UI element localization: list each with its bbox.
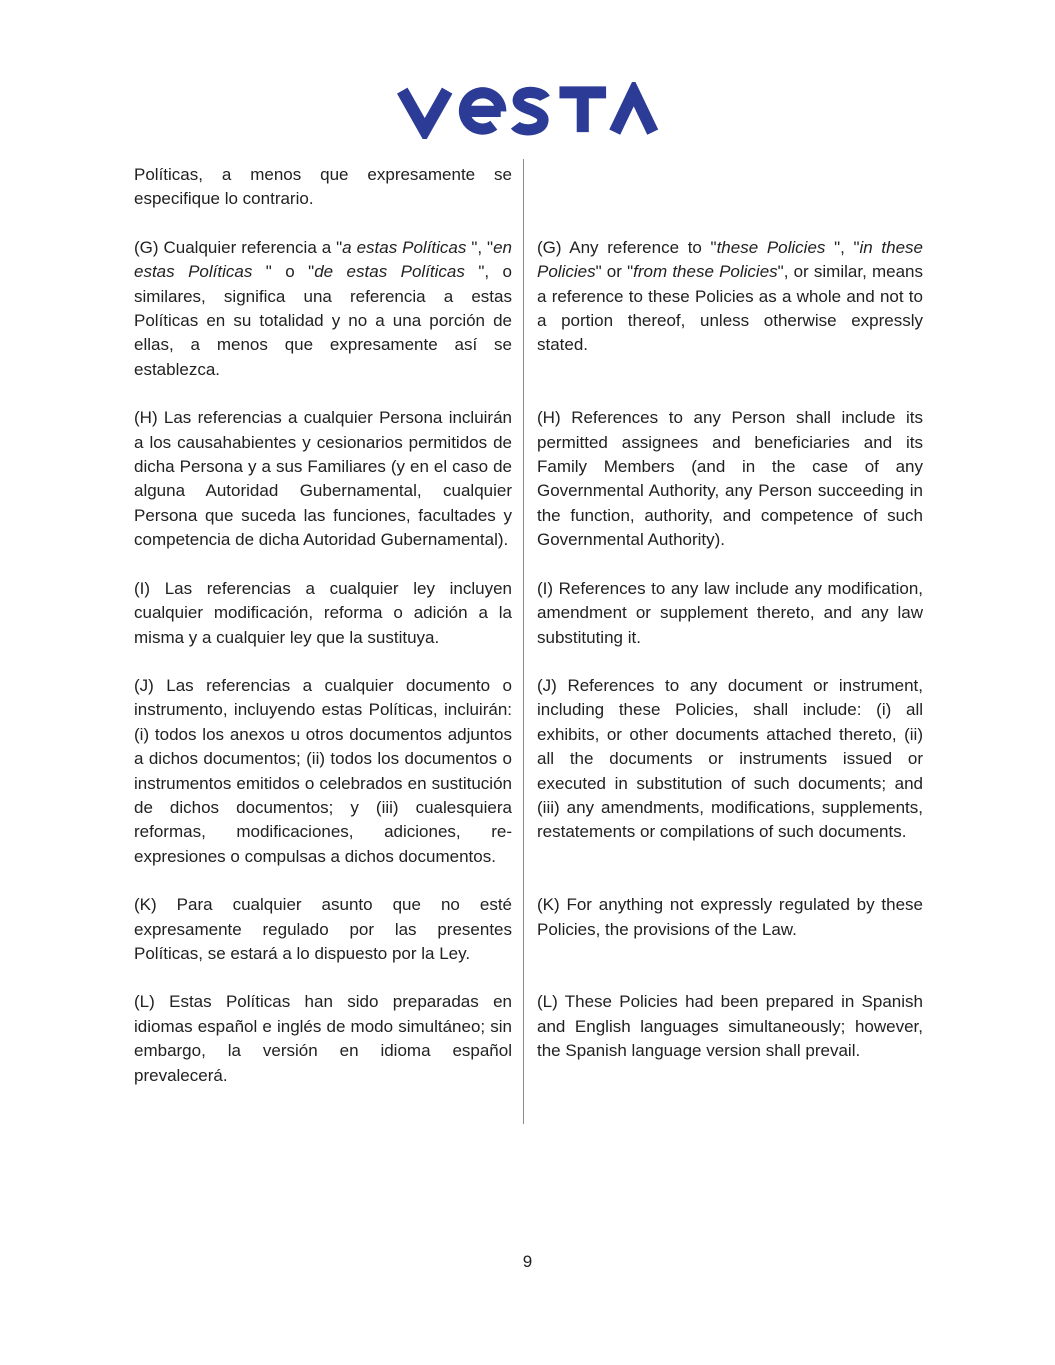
bilingual-row xyxy=(134,893,923,966)
paragraph-es: (L) Estas Políticas han sido preparadas en idiomas español e inglés de modo simultáneo; sin embargo, la versión en idioma español prevalecerá. xyxy=(134,992,512,1085)
paragraph-en: (J) References to any document or instrument, including these Policies, shall include: (i) all exhibits, or other documents attached thereto, (ii) all the documents or instruments issued or executed in substitution of such documents; and (iii) any amendments, modifications, supplements, restatements or compilations of such documents. xyxy=(537,675,923,842)
paragraph-es: (G) Cualquier referencia a "a estas Políticas ", "en estas Políticas " o "de estas Políticas ", o similares, significa una referencia a estas Políticas en su totalidad y no a una porción de ellas, a menos que expresamente así se establezca. xyxy=(134,237,513,379)
bilingual-row xyxy=(134,577,923,650)
paragraph-en: (H) References to any Person shall include its permitted assignees and beneficiaries and its Family Members (and in the case of any Governmental Authority, any Person succeeding in the function, authority, and competence of such Governmental Authority). xyxy=(537,408,923,550)
bilingual-row xyxy=(134,163,923,212)
paragraph-en: (L) These Policies had been prepared in Spanish and English languages simultaneously; however, the Spanish language version shall prevail. xyxy=(537,992,923,1061)
paragraph-en: (K) For anything not expressly regulated by these Policies, the provisions of the Law. xyxy=(537,895,923,939)
page-number: 9 xyxy=(522,1252,533,1271)
vesta-logo xyxy=(0,82,1055,139)
bilingual-row xyxy=(134,236,923,382)
logo-letter-a xyxy=(615,92,653,132)
logo-letter-v xyxy=(402,91,447,131)
column-divider xyxy=(523,159,524,1124)
logo-letter-e xyxy=(464,93,500,129)
paragraph-es: (K) Para cualquier asunto que no esté expresamente regulado por las presentes Políticas, se estará a lo dispuesto por la Ley. xyxy=(134,895,512,963)
paragraph-es: (J) Las referencias a cualquier documento o instrumento, incluyendo estas Políticas, incluirán: (i) todos los anexos u otros documentos adjuntos a dichos documentos; (ii) todos los documentos o instrumentos emitidos o celebrados en sustitución de dichos documentos; y (iii) cualesquiera reformas, modificaciones, adiciones, re-expresiones o compulsas a dichos documentos. xyxy=(134,675,512,866)
paragraph-es: (I) Las referencias a cualquier ley incluyen cualquier modificación, reforma o adición a la misma y a cualquier ley que la sustituya. xyxy=(134,578,512,647)
logo-letter-t xyxy=(559,92,606,132)
bilingual-row xyxy=(134,406,923,552)
paragraph-en: (G) Any reference to "these Policies ", "in these Policies" or "from these Policies", or similar, means a reference to these Policies as a whole and not to a portion thereof, unless otherwise expressly stated. xyxy=(537,237,923,355)
content-rows xyxy=(134,163,923,1088)
bilingual-row xyxy=(134,990,923,1088)
logo-letter-s xyxy=(515,92,544,129)
paragraph-en: (I) References to any law include any modification, amendment or supplement thereto, and any law substituting it. xyxy=(537,578,923,647)
paragraph-es: Políticas, a menos que expresamente se especifique lo contrario. xyxy=(134,165,512,209)
vesta-logo-icon xyxy=(395,82,660,139)
bilingual-row xyxy=(134,674,923,869)
bilingual-content xyxy=(134,163,923,1112)
paragraph-es: (H) Las referencias a cualquier Persona incluirán a los causahabientes y cesionarios permitidos de dicha Persona y a sus Familiares (y en el caso de alguna Autoridad Gubernamental, cualquier Persona que suceda las funciones, facultades y competencia de dicha Autoridad Gubernamental). xyxy=(134,408,512,550)
